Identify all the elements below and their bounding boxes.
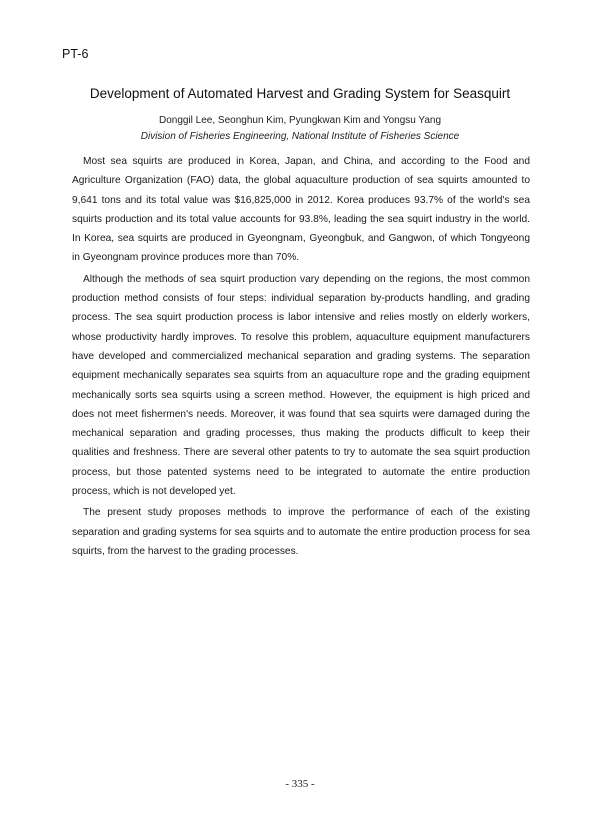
paper-title: Development of Automated Harvest and Grading System for Seasquirt [89,86,511,101]
page-number: - 335 - [285,778,315,790]
abstract-paragraph: The present study proposes methods to improve the performance of each of the existing separation and grading systems for sea squirts and to automate the entire production process for sea squirts, from the harvest to the grading processes. [72,507,530,557]
abstract-paragraph: Most sea squirts are produced in Korea, Japan, and China, and according to the Food and Agriculture Organization (FAO) data, the global aquaculture production of sea squirts amounted to 9,641 tons and its total value was $16,825,000 in 2012. Korea produces 93.7% of the world's sea squirts production and its total value accounts for 93.8%, leading the sea squirt industry in the world. In Korea, sea squirts are produced in Gyeongnam, Gyeongbuk, and Gangwon, of which Tongyeong in Gyeongnam province produces more than 70%. [72,156,530,264]
author-list: Donggil Lee, Seonghun Kim, Pyungkwan Kim and Yongsu Yang [158,115,442,126]
presentation-code: PT-6 [62,47,89,61]
abstract-body [72,152,530,563]
affiliation: Division of Fisheries Engineering, National Institute of Fisheries Science [140,131,460,142]
abstract-paragraph: Although the methods of sea squirt production vary depending on the regions, the most common production method consists of four steps: individual separation by-products handling, and grading process. The sea squirt production process is labor intensive and relies mostly on elderly workers, whose productivity hardly improves. To resolve this problem, aquaculture equipment manufacturers have developed and commercialized mechanical separation and grading systems. The separation equipment mechanically separates sea squirts from an aquaculture rope and the grading equipment mechanically sorts sea squirts using a screen method. However, the equipment is high priced and does not meet fishermen's needs. Moreover, it was found that sea squirts were damaged during the mechanical separation and grading processes, thus making the products difficult to keep their qualities and freshness. There are several other patents to try to automate the sea squirt production process, but those patented systems need to be integrated to automate the entire production process, which is not developed yet. [72,273,530,498]
